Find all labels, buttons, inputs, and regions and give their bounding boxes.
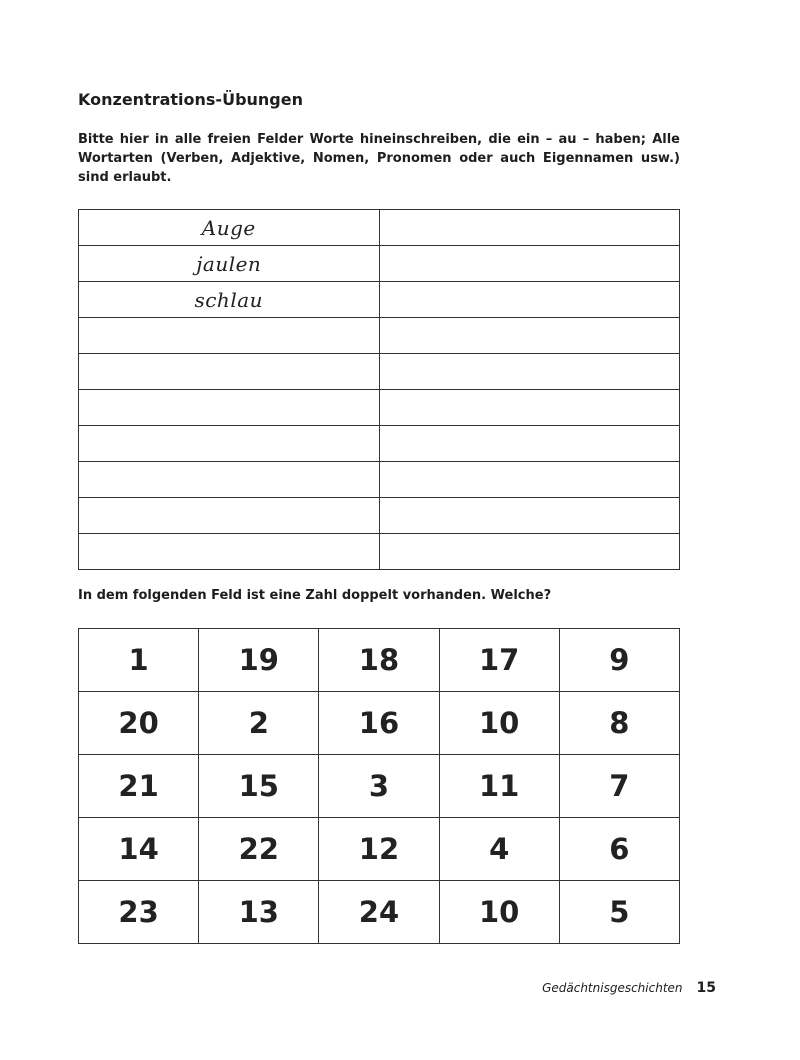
number-cell: 15 (199, 755, 319, 818)
instructions-text: Bitte hier in alle freien Felder Worte hineinschreiben, die ein – au – haben; Alle Wortarten (Verben, Adjektive, Nomen, Pronomen oder auch Eigennamen usw.) sind erlaubt. (78, 132, 680, 185)
number-cell: 11 (439, 755, 559, 818)
handwritten-word: schlau (194, 287, 264, 312)
number-cell: 8 (559, 692, 679, 755)
number-grid-row (79, 629, 680, 692)
word-table-row (79, 426, 680, 462)
word-cell[interactable] (79, 390, 380, 426)
footer-title: Gedächtnisgeschichten (542, 981, 683, 995)
word-cell[interactable] (379, 354, 680, 390)
number-grid-row (79, 818, 680, 881)
handwritten-word: Auge (201, 215, 256, 240)
word-cell[interactable] (79, 534, 380, 570)
word-cell[interactable] (379, 498, 680, 534)
number-cell: 6 (559, 818, 679, 881)
word-table-row (79, 498, 680, 534)
number-cell: 22 (199, 818, 319, 881)
word-cell[interactable] (379, 210, 680, 246)
number-cell: 1 (79, 629, 199, 692)
number-cell: 17 (439, 629, 559, 692)
word-cell[interactable] (79, 498, 380, 534)
word-cell[interactable] (379, 390, 680, 426)
number-grid (78, 628, 680, 944)
number-cell: 4 (439, 818, 559, 881)
word-cell[interactable] (379, 282, 680, 318)
number-cell: 5 (559, 881, 679, 944)
number-cell: 13 (199, 881, 319, 944)
word-table-row (79, 246, 680, 282)
number-cell: 10 (439, 692, 559, 755)
word-cell[interactable] (379, 534, 680, 570)
word-cell[interactable] (79, 210, 380, 246)
number-cell: 14 (79, 818, 199, 881)
word-table-row (79, 354, 680, 390)
page-footer (470, 980, 716, 996)
word-table-row (79, 534, 680, 570)
word-cell[interactable] (79, 246, 380, 282)
number-grid-row (79, 692, 680, 755)
number-cell: 7 (559, 755, 679, 818)
word-cell[interactable] (79, 318, 380, 354)
word-table-row (79, 282, 680, 318)
page-number: 15 (696, 980, 716, 996)
number-grid-row (79, 755, 680, 818)
number-cell: 2 (199, 692, 319, 755)
handwritten-word: jaulen (196, 251, 262, 276)
word-cell[interactable] (79, 354, 380, 390)
question-text: In dem folgenden Feld ist eine Zahl doppelt vorhanden. Welche? (78, 588, 552, 603)
number-cell: 12 (319, 818, 439, 881)
word-cell[interactable] (79, 426, 380, 462)
number-cell: 24 (319, 881, 439, 944)
word-table-row (79, 390, 680, 426)
page-heading: Konzentrations-Übungen (78, 90, 303, 109)
number-cell: 23 (79, 881, 199, 944)
word-cell[interactable] (379, 462, 680, 498)
word-cell[interactable] (379, 318, 680, 354)
number-cell: 3 (319, 755, 439, 818)
number-cell: 18 (319, 629, 439, 692)
word-table (78, 209, 680, 570)
number-cell: 9 (559, 629, 679, 692)
number-cell: 21 (79, 755, 199, 818)
number-grid-row (79, 881, 680, 944)
word-cell[interactable] (79, 282, 380, 318)
word-cell[interactable] (379, 426, 680, 462)
number-cell: 20 (79, 692, 199, 755)
word-cell[interactable] (79, 462, 380, 498)
number-cell: 10 (439, 881, 559, 944)
number-cell: 19 (199, 629, 319, 692)
number-cell: 16 (319, 692, 439, 755)
word-table-row (79, 318, 680, 354)
word-cell[interactable] (379, 246, 680, 282)
word-table-row (79, 210, 680, 246)
word-table-row (79, 462, 680, 498)
